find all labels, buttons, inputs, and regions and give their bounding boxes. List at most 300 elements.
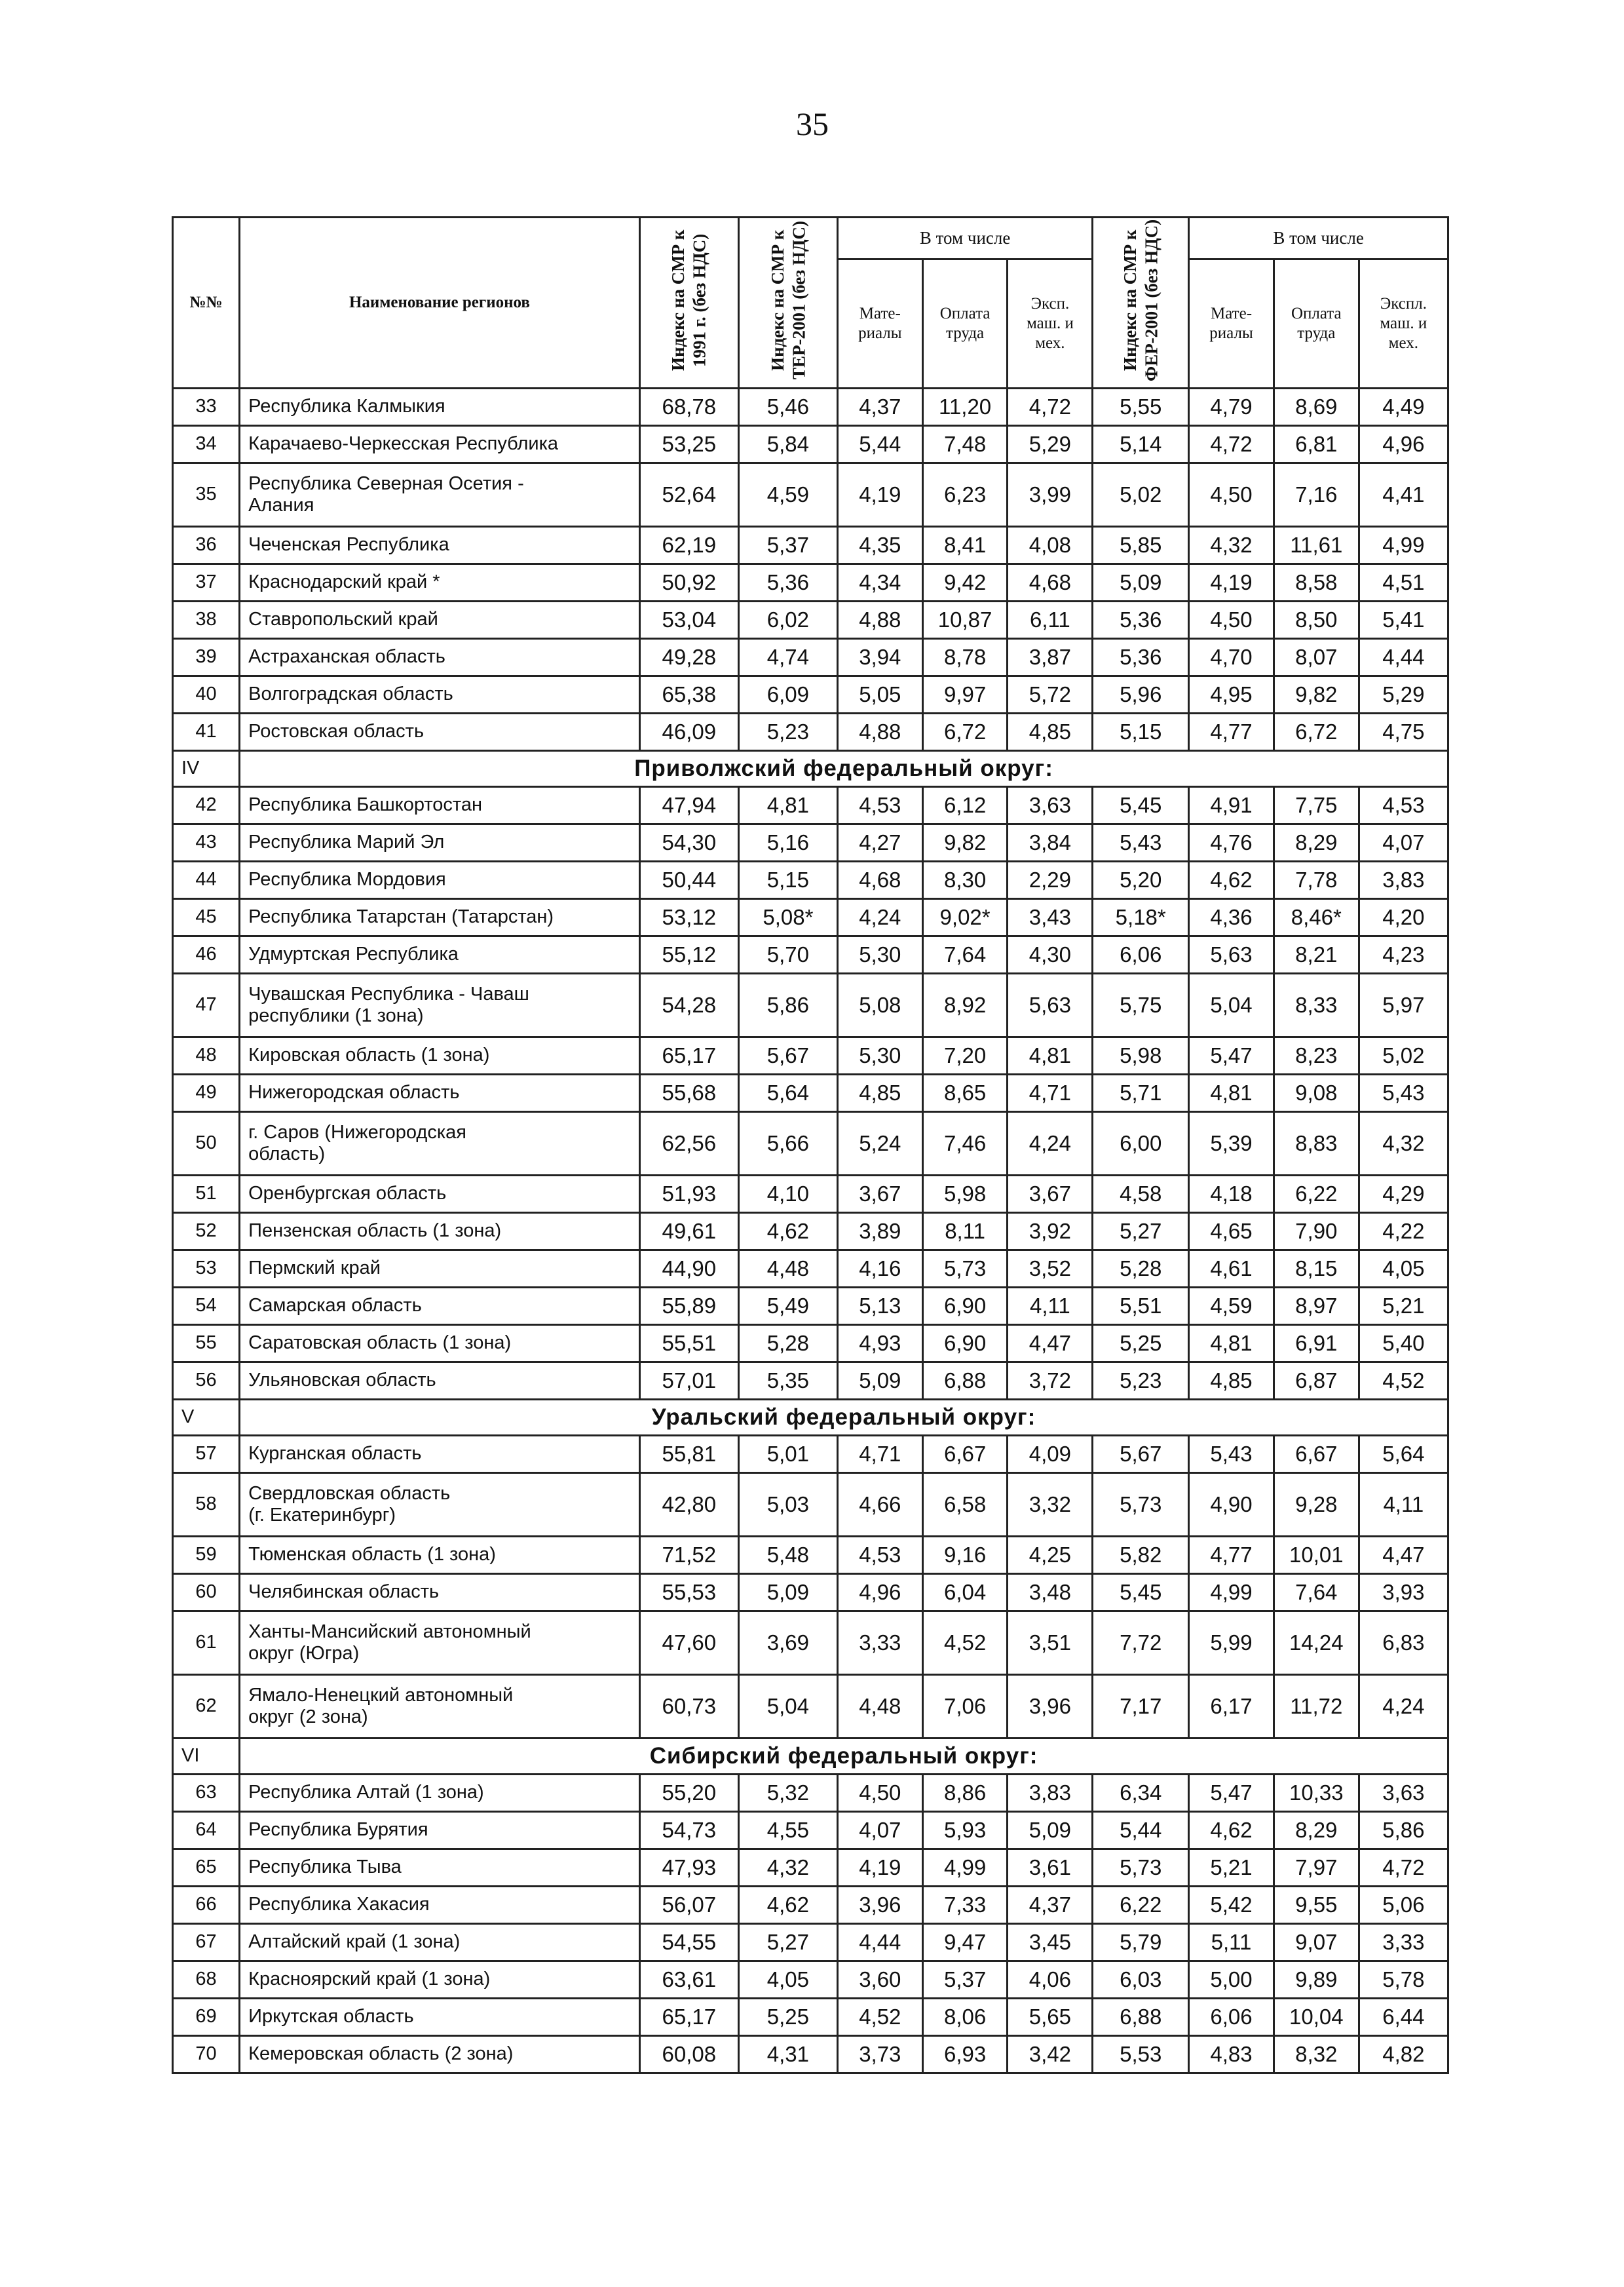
header-index-1991: Индекс на СМР к 1991 г. (без НДС) <box>639 218 738 389</box>
value-cell: 3,61 <box>1008 1849 1093 1887</box>
value-cell: 71,52 <box>639 1537 738 1574</box>
value-cell: 5,09 <box>837 1362 922 1400</box>
value-cell: 4,55 <box>738 1812 837 1849</box>
value-cell: 6,23 <box>922 463 1008 527</box>
value-cell: 54,28 <box>639 974 738 1037</box>
value-cell: 8,86 <box>922 1775 1008 1812</box>
value-cell: 4,88 <box>837 602 922 639</box>
regional-index-table <box>172 216 1449 2074</box>
table-row <box>173 1574 1448 1611</box>
value-cell: 55,20 <box>639 1775 738 1812</box>
value-cell: 62,19 <box>639 527 738 564</box>
value-cell: 5,43 <box>1093 824 1189 862</box>
value-cell: 4,08 <box>1008 527 1093 564</box>
value-cell: 3,96 <box>1008 1675 1093 1739</box>
region-name-line: округ (Югра) <box>248 1643 360 1664</box>
value-cell: 4,77 <box>1189 1537 1274 1574</box>
value-cell: 4,81 <box>1189 1075 1274 1112</box>
region-name <box>240 824 640 862</box>
value-cell: 5,98 <box>922 1176 1008 1213</box>
value-cell: 5,63 <box>1189 936 1274 974</box>
value-cell: 4,85 <box>1189 1362 1274 1400</box>
region-name-line: Республика Мордовия <box>248 869 446 891</box>
region-name-line: республики (1 зона) <box>248 1005 424 1026</box>
value-cell: 2,29 <box>1008 862 1093 899</box>
value-cell: 3,67 <box>837 1176 922 1213</box>
region-name <box>240 1037 640 1075</box>
region-name-line: Иркутская область <box>248 2006 414 2028</box>
value-cell: 5,37 <box>738 527 837 564</box>
value-cell: 8,06 <box>922 1999 1008 2036</box>
value-cell: 4,99 <box>1189 1574 1274 1611</box>
value-cell: 5,46 <box>738 389 837 426</box>
value-cell: 5,67 <box>1093 1436 1189 1473</box>
value-cell: 7,46 <box>922 1112 1008 1176</box>
value-cell: 5,70 <box>738 936 837 974</box>
value-cell: 5,47 <box>1189 1775 1274 1812</box>
value-cell: 5,25 <box>738 1999 837 2036</box>
row-number: 52 <box>173 1213 240 1250</box>
value-cell: 6,00 <box>1093 1112 1189 1176</box>
table-row <box>173 1112 1448 1176</box>
value-cell: 4,71 <box>1008 1075 1093 1112</box>
value-cell: 55,81 <box>639 1436 738 1473</box>
value-cell: 3,87 <box>1008 639 1093 676</box>
region-name <box>240 1961 640 1999</box>
value-cell: 4,72 <box>1189 426 1274 463</box>
value-cell: 5,30 <box>837 1037 922 1075</box>
value-cell: 3,33 <box>837 1611 922 1675</box>
value-cell: 8,32 <box>1274 2036 1359 2073</box>
value-cell: 62,56 <box>639 1112 738 1176</box>
region-name <box>240 1999 640 2036</box>
value-cell: 4,91 <box>1189 787 1274 824</box>
section-row <box>173 1400 1448 1436</box>
value-cell: 68,78 <box>639 389 738 426</box>
region-name-line: Республика Тыва <box>248 1856 402 1878</box>
value-cell: 6,34 <box>1093 1775 1189 1812</box>
value-cell: 7,48 <box>922 426 1008 463</box>
value-cell: 4,32 <box>1189 527 1274 564</box>
value-cell: 5,16 <box>738 824 837 862</box>
region-name-line: Удмуртская Республика <box>248 944 459 965</box>
value-cell: 5,03 <box>738 1473 837 1537</box>
value-cell: 5,44 <box>837 426 922 463</box>
value-cell: 4,19 <box>1189 564 1274 602</box>
value-cell: 9,07 <box>1274 1924 1359 1961</box>
table-row <box>173 1999 1448 2036</box>
value-cell: 5,99 <box>1189 1611 1274 1675</box>
table-row <box>173 1887 1448 1924</box>
value-cell: 5,65 <box>1008 1999 1093 2036</box>
table-row <box>173 389 1448 426</box>
region-name <box>240 564 640 602</box>
region-name-line: Кемеровская область (2 зона) <box>248 2043 514 2065</box>
value-cell: 3,83 <box>1008 1775 1093 1812</box>
value-cell: 5,40 <box>1359 1325 1448 1362</box>
region-name-line: округ (2 зона) <box>248 1706 368 1727</box>
table-row <box>173 676 1448 714</box>
value-cell: 6,12 <box>922 787 1008 824</box>
region-name <box>240 676 640 714</box>
region-name <box>240 862 640 899</box>
value-cell: 9,42 <box>922 564 1008 602</box>
region-name <box>240 1213 640 1250</box>
header-number: №№ <box>173 218 240 389</box>
value-cell: 5,20 <box>1093 862 1189 899</box>
value-cell: 4,72 <box>1008 389 1093 426</box>
value-cell: 4,24 <box>1008 1112 1093 1176</box>
region-name-line: Ростовская область <box>248 721 425 742</box>
value-cell: 4,72 <box>1359 1849 1448 1887</box>
value-cell: 9,55 <box>1274 1887 1359 1924</box>
table-row <box>173 1611 1448 1675</box>
value-cell: 55,53 <box>639 1574 738 1611</box>
value-cell: 4,47 <box>1008 1325 1093 1362</box>
value-cell: 4,20 <box>1359 899 1448 936</box>
table-row <box>173 899 1448 936</box>
value-cell: 8,15 <box>1274 1250 1359 1288</box>
row-number: 36 <box>173 527 240 564</box>
value-cell: 6,22 <box>1274 1176 1359 1213</box>
value-cell: 4,50 <box>1189 463 1274 527</box>
value-cell: 4,41 <box>1359 463 1448 527</box>
value-cell: 3,43 <box>1008 899 1093 936</box>
value-cell: 4,32 <box>738 1849 837 1887</box>
value-cell: 7,75 <box>1274 787 1359 824</box>
value-cell: 5,27 <box>1093 1213 1189 1250</box>
value-cell: 4,61 <box>1189 1250 1274 1288</box>
value-cell: 4,52 <box>922 1611 1008 1675</box>
value-cell: 6,02 <box>738 602 837 639</box>
value-cell: 4,81 <box>738 787 837 824</box>
region-name-line: Чувашская Республика - Чаваш <box>248 983 529 1005</box>
table-row <box>173 1473 1448 1537</box>
row-number: 49 <box>173 1075 240 1112</box>
value-cell: 5,42 <box>1189 1887 1274 1924</box>
value-cell: 6,04 <box>922 1574 1008 1611</box>
table-row <box>173 426 1448 463</box>
value-cell: 8,29 <box>1274 824 1359 862</box>
value-cell: 4,53 <box>837 787 922 824</box>
value-cell: 4,25 <box>1008 1537 1093 1574</box>
value-cell: 5,86 <box>1359 1812 1448 1849</box>
region-name <box>240 899 640 936</box>
value-cell: 4,34 <box>837 564 922 602</box>
value-cell: 4,59 <box>738 463 837 527</box>
value-cell: 4,35 <box>837 527 922 564</box>
region-name <box>240 787 640 824</box>
value-cell: 9,16 <box>922 1537 1008 1574</box>
region-name-line: Свердловская область <box>248 1482 451 1504</box>
value-cell: 9,97 <box>922 676 1008 714</box>
value-cell: 4,81 <box>1189 1325 1274 1362</box>
value-cell: 65,17 <box>639 1999 738 2036</box>
region-name <box>240 1812 640 1849</box>
value-cell: 3,94 <box>837 639 922 676</box>
table-row <box>173 1849 1448 1887</box>
value-cell: 5,93 <box>922 1812 1008 1849</box>
value-cell: 4,11 <box>1359 1473 1448 1537</box>
value-cell: 4,58 <box>1093 1176 1189 1213</box>
header-index-fer: Индекс на СМР к ФЕР-2001 (без НДС) <box>1093 218 1189 389</box>
value-cell: 5,66 <box>738 1112 837 1176</box>
region-name <box>240 426 640 463</box>
region-name-line: (г. Екатеринбург) <box>248 1505 396 1526</box>
row-number: 39 <box>173 639 240 676</box>
row-number: 61 <box>173 1611 240 1675</box>
row-number: 40 <box>173 676 240 714</box>
header-materials-1: Мате-риалы <box>837 259 922 388</box>
value-cell: 54,30 <box>639 824 738 862</box>
value-cell: 3,33 <box>1359 1924 1448 1961</box>
region-name-line: Астраханская область <box>248 646 445 668</box>
table-row <box>173 1325 1448 1362</box>
value-cell: 55,51 <box>639 1325 738 1362</box>
value-cell: 3,99 <box>1008 463 1093 527</box>
value-cell: 4,82 <box>1359 2036 1448 2073</box>
value-cell: 6,06 <box>1189 1999 1274 2036</box>
value-cell: 4,48 <box>837 1675 922 1739</box>
value-cell: 4,37 <box>837 389 922 426</box>
value-cell: 5,64 <box>738 1075 837 1112</box>
region-name-line: Кировская область (1 зона) <box>248 1045 490 1066</box>
region-name-line: Алтайский край (1 зона) <box>248 1931 461 1953</box>
value-cell: 6,67 <box>922 1436 1008 1473</box>
region-name <box>240 1473 640 1537</box>
region-name-line: Челябинская область <box>248 1581 440 1603</box>
header-materials-2: Мате-риалы <box>1189 259 1274 388</box>
value-cell: 5,23 <box>1093 1362 1189 1400</box>
value-cell: 4,27 <box>837 824 922 862</box>
region-name <box>240 527 640 564</box>
value-cell: 8,41 <box>922 527 1008 564</box>
value-cell: 4,30 <box>1008 936 1093 974</box>
value-cell: 4,37 <box>1008 1887 1093 1924</box>
value-cell: 6,11 <box>1008 602 1093 639</box>
value-cell: 6,83 <box>1359 1611 1448 1675</box>
value-cell: 4,05 <box>738 1961 837 1999</box>
value-cell: 9,89 <box>1274 1961 1359 1999</box>
row-number: 62 <box>173 1675 240 1739</box>
value-cell: 4,07 <box>837 1812 922 1849</box>
value-cell: 5,67 <box>738 1037 837 1075</box>
region-name-line: Республика Башкортостан <box>248 794 483 816</box>
value-cell: 4,24 <box>1359 1675 1448 1739</box>
value-cell: 3,84 <box>1008 824 1093 862</box>
value-cell: 5,73 <box>1093 1849 1189 1887</box>
value-cell: 47,60 <box>639 1611 738 1675</box>
value-cell: 8,33 <box>1274 974 1359 1037</box>
value-cell: 7,97 <box>1274 1849 1359 1887</box>
value-cell: 56,07 <box>639 1887 738 1924</box>
value-cell: 6,09 <box>738 676 837 714</box>
table-row <box>173 1176 1448 1213</box>
row-number: 63 <box>173 1775 240 1812</box>
value-cell: 7,06 <box>922 1675 1008 1739</box>
value-cell: 6,88 <box>922 1362 1008 1400</box>
value-cell: 8,58 <box>1274 564 1359 602</box>
row-number: 58 <box>173 1473 240 1537</box>
table-row <box>173 564 1448 602</box>
value-cell: 3,60 <box>837 1961 922 1999</box>
section-row <box>173 1739 1448 1775</box>
row-number: 51 <box>173 1176 240 1213</box>
value-cell: 14,24 <box>1274 1611 1359 1675</box>
value-cell: 4,68 <box>1008 564 1093 602</box>
value-cell: 6,81 <box>1274 426 1359 463</box>
region-name-line: Республика Татарстан (Татарстан) <box>248 906 554 928</box>
value-cell: 6,03 <box>1093 1961 1189 1999</box>
value-cell: 5,29 <box>1008 426 1093 463</box>
value-cell: 5,06 <box>1359 1887 1448 1924</box>
region-name <box>240 1775 640 1812</box>
region-name-line: Алания <box>248 495 314 516</box>
row-number: 33 <box>173 389 240 426</box>
region-name <box>240 1574 640 1611</box>
value-cell: 3,83 <box>1359 862 1448 899</box>
region-name <box>240 602 640 639</box>
value-cell: 5,15 <box>738 862 837 899</box>
region-name-line: Ямало-Ненецкий автономный <box>248 1684 514 1706</box>
row-number: 41 <box>173 714 240 751</box>
row-number: 47 <box>173 974 240 1037</box>
table-row <box>173 1037 1448 1075</box>
row-number: 44 <box>173 862 240 899</box>
value-cell: 7,64 <box>922 936 1008 974</box>
value-cell: 5,73 <box>1093 1473 1189 1537</box>
value-cell: 55,68 <box>639 1075 738 1112</box>
section-title: Уральский федеральный округ: <box>240 1400 1448 1436</box>
value-cell: 5,04 <box>738 1675 837 1739</box>
value-cell: 8,97 <box>1274 1288 1359 1325</box>
value-cell: 4,22 <box>1359 1213 1448 1250</box>
value-cell: 3,42 <box>1008 2036 1093 2073</box>
value-cell: 5,71 <box>1093 1075 1189 1112</box>
region-name <box>240 1325 640 1362</box>
value-cell: 55,12 <box>639 936 738 974</box>
row-number: 69 <box>173 1999 240 2036</box>
value-cell: 4,49 <box>1359 389 1448 426</box>
region-name-line: Ульяновская область <box>248 1370 436 1391</box>
value-cell: 5,01 <box>738 1436 837 1473</box>
region-name-line: Нижегородская область <box>248 1082 460 1104</box>
value-cell: 5,84 <box>738 426 837 463</box>
region-name-line: Самарская область <box>248 1295 422 1316</box>
row-number: 53 <box>173 1250 240 1288</box>
section-title: Сибирский федеральный округ: <box>240 1739 1448 1775</box>
value-cell: 4,09 <box>1008 1436 1093 1473</box>
value-cell: 5,72 <box>1008 676 1093 714</box>
value-cell: 4,96 <box>1359 426 1448 463</box>
region-name <box>240 639 640 676</box>
section-title: Приволжский федеральный округ: <box>240 751 1448 787</box>
value-cell: 7,17 <box>1093 1675 1189 1739</box>
value-cell: 9,47 <box>922 1924 1008 1961</box>
value-cell: 4,47 <box>1359 1537 1448 1574</box>
value-cell: 42,80 <box>639 1473 738 1537</box>
value-cell: 4,32 <box>1359 1112 1448 1176</box>
value-cell: 53,25 <box>639 426 738 463</box>
value-cell: 4,85 <box>837 1075 922 1112</box>
region-name <box>240 1362 640 1400</box>
value-cell: 5,32 <box>738 1775 837 1812</box>
header-labor-2: Оплата труда <box>1274 259 1359 388</box>
value-cell: 5,41 <box>1359 602 1448 639</box>
row-number: 54 <box>173 1288 240 1325</box>
row-number: 45 <box>173 899 240 936</box>
table-row <box>173 974 1448 1037</box>
value-cell: 5,02 <box>1093 463 1189 527</box>
value-cell: 9,08 <box>1274 1075 1359 1112</box>
region-name-line: Республика Алтай (1 зона) <box>248 1782 484 1803</box>
region-name <box>240 936 640 974</box>
row-number: 70 <box>173 2036 240 2073</box>
table-row <box>173 1812 1448 1849</box>
value-cell: 4,29 <box>1359 1176 1448 1213</box>
region-name <box>240 714 640 751</box>
value-cell: 4,70 <box>1189 639 1274 676</box>
table-row <box>173 1288 1448 1325</box>
value-cell: 65,38 <box>639 676 738 714</box>
value-cell: 4,77 <box>1189 714 1274 751</box>
region-name-line: Пензенская область (1 зона) <box>248 1220 502 1242</box>
value-cell: 6,90 <box>922 1288 1008 1325</box>
value-cell: 10,87 <box>922 602 1008 639</box>
value-cell: 3,96 <box>837 1887 922 1924</box>
value-cell: 3,63 <box>1008 787 1093 824</box>
value-cell: 6,44 <box>1359 1999 1448 2036</box>
value-cell: 4,10 <box>738 1176 837 1213</box>
value-cell: 5,13 <box>837 1288 922 1325</box>
value-cell: 5,25 <box>1093 1325 1189 1362</box>
value-cell: 6,87 <box>1274 1362 1359 1400</box>
value-cell: 7,90 <box>1274 1213 1359 1250</box>
value-cell: 5,96 <box>1093 676 1189 714</box>
region-name-line: Республика Калмыкия <box>248 396 445 417</box>
value-cell: 5,97 <box>1359 974 1448 1037</box>
value-cell: 4,51 <box>1359 564 1448 602</box>
value-cell: 6,22 <box>1093 1887 1189 1924</box>
value-cell: 9,82 <box>1274 676 1359 714</box>
section-number: V <box>173 1400 240 1436</box>
value-cell: 5,11 <box>1189 1924 1274 1961</box>
value-cell: 4,88 <box>837 714 922 751</box>
value-cell: 11,20 <box>922 389 1008 426</box>
value-cell: 4,96 <box>837 1574 922 1611</box>
value-cell: 5,45 <box>1093 787 1189 824</box>
region-name-line: Ханты-Мансийский автономный <box>248 1621 531 1642</box>
value-cell: 7,64 <box>1274 1574 1359 1611</box>
table-row <box>173 824 1448 862</box>
row-number: 48 <box>173 1037 240 1075</box>
value-cell: 8,83 <box>1274 1112 1359 1176</box>
region-name <box>240 1611 640 1675</box>
value-cell: 5,44 <box>1093 1812 1189 1849</box>
value-cell: 4,19 <box>837 463 922 527</box>
value-cell: 3,45 <box>1008 1924 1093 1961</box>
value-cell: 8,92 <box>922 974 1008 1037</box>
value-cell: 6,72 <box>922 714 1008 751</box>
value-cell: 5,43 <box>1189 1436 1274 1473</box>
header-labor-1: Оплата труда <box>922 259 1008 388</box>
value-cell: 4,90 <box>1189 1473 1274 1537</box>
value-cell: 5,09 <box>738 1574 837 1611</box>
value-cell: 4,52 <box>837 1999 922 2036</box>
value-cell: 51,93 <box>639 1176 738 1213</box>
row-number: 60 <box>173 1574 240 1611</box>
value-cell: 4,59 <box>1189 1288 1274 1325</box>
